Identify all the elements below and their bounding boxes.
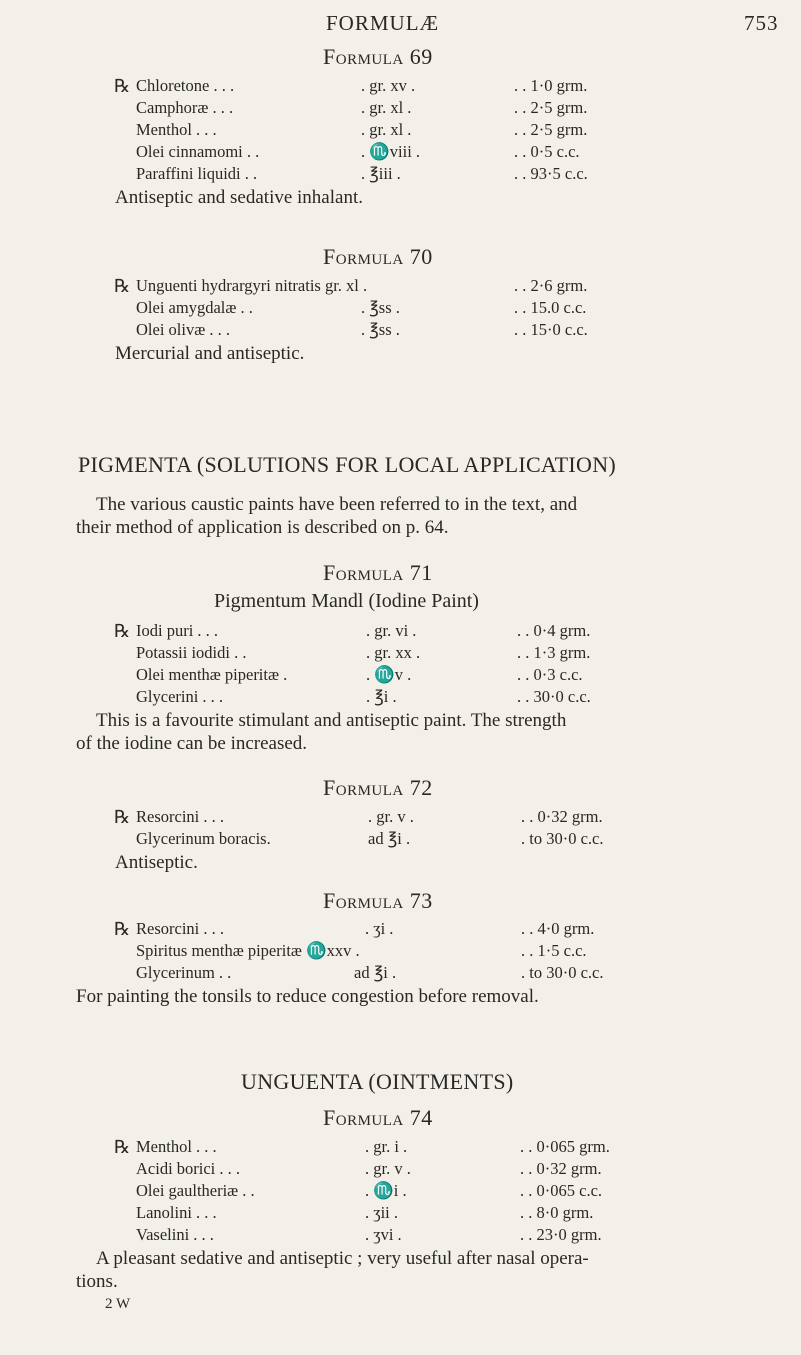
formula-row: [114, 621, 764, 643]
ingredient-metric: . . 0·4 grm.: [517, 621, 591, 640]
ingredient-metric: . . 0·065 grm.: [520, 1137, 610, 1156]
ingredient-metric: . to 30·0 c.c.: [521, 829, 604, 848]
recipe-symbol: ℞: [114, 919, 131, 939]
ingredient-name: Resorcini . . .: [136, 807, 224, 826]
ingredient-name: Olei olivæ . . .: [136, 320, 230, 339]
ingredient-name: Potassii iodidi . .: [136, 643, 247, 662]
ingredient-quantity: . gr. xl .: [361, 98, 412, 117]
ingredient-quantity: . gr. vi .: [366, 621, 417, 640]
ingredient-metric: . . 0·32 grm.: [520, 1159, 602, 1178]
signature-mark: 2 W: [105, 1296, 131, 1312]
ingredient-quantity: . gr. xv .: [361, 76, 416, 95]
formula-70-title: Formula 70: [323, 244, 433, 269]
formula-73-note: For painting the tonsils to reduce congestion before removal.: [76, 986, 539, 1007]
ingredient-metric: . . 2·5 grm.: [514, 98, 588, 117]
ingredient-quantity: ad ℥i .: [368, 829, 411, 848]
formula-row: [114, 164, 764, 186]
formula-row: [114, 1203, 774, 1225]
ingredient-quantity: . ʒvi .: [365, 1225, 402, 1244]
ingredient-metric: . . 4·0 grm.: [521, 919, 595, 938]
ingredient-quantity: . ℥ss .: [361, 298, 400, 317]
formula-row: [114, 1159, 774, 1181]
recipe-symbol: ℞: [114, 76, 131, 96]
ingredient-name: Acidi borici . . .: [136, 1159, 241, 1178]
formula-row: [114, 1225, 774, 1247]
formula-row: [114, 98, 764, 120]
section-heading-pigmenta: PIGMENTA (SOLUTIONS FOR LOCAL APPLICATION): [78, 452, 617, 477]
formula-row: [114, 120, 764, 142]
ingredient-quantity: . gr. i .: [365, 1137, 408, 1156]
formula-69-title: Formula 69: [323, 44, 433, 69]
ingredient-metric: . . 93·5 c.c.: [514, 164, 588, 183]
formula-row: [114, 76, 764, 98]
ingredient-name: Menthol . . .: [136, 1137, 217, 1156]
ingredient-quantity: . ℥ss .: [361, 320, 400, 339]
formula-row: [114, 320, 764, 342]
recipe-symbol: ℞: [114, 807, 131, 827]
ingredient-name: Glycerini . . .: [136, 687, 224, 706]
formula-row: [114, 298, 764, 320]
ingredient-metric: . . 23·0 grm.: [520, 1225, 602, 1244]
recipe-symbol: ℞: [114, 621, 131, 641]
ingredient-name: Olei gaultheriæ . .: [136, 1181, 255, 1200]
ingredient-quantity: . ʒii .: [365, 1203, 398, 1222]
formula-row: [114, 941, 774, 963]
ingredient-metric: . . 1·3 grm.: [517, 643, 591, 662]
formula-69-note: Antiseptic and sedative inhalant.: [115, 187, 363, 208]
pigmenta-intro-line-1: The various caustic paints have been referred to in the text, and: [96, 494, 578, 515]
ingredient-quantity: . gr. v .: [365, 1159, 411, 1178]
ingredient-quantity: . ℥i .: [366, 687, 397, 706]
ingredient-name: Olei amygdalæ . .: [136, 298, 253, 317]
formula-71-note-line-2: of the iodine can be increased.: [76, 733, 308, 754]
formula-70-note: Mercurial and antiseptic.: [115, 343, 305, 364]
formula-row: [114, 665, 764, 687]
formula-71-note-line-1: This is a favourite stimulant and antiseptic paint. The strength: [96, 710, 567, 731]
formula-row: [114, 829, 774, 851]
ingredient-metric: . . 0·5 c.c.: [514, 142, 580, 161]
ingredient-name: Menthol . . .: [136, 120, 217, 139]
ingredient-quantity: . ♏i .: [365, 1181, 407, 1200]
ingredient-quantity: . ♏v .: [366, 665, 412, 684]
ingredient-quantity: ad ℥i .: [354, 963, 397, 982]
formula-row: [114, 687, 764, 709]
formula-row: [114, 142, 764, 164]
ingredient-name: Unguenti hydrargyri nitratis gr. xl .: [136, 276, 368, 295]
formula-row: [114, 963, 774, 985]
ingredient-name: Lanolini . . .: [136, 1203, 217, 1222]
ingredient-metric: . . 2·6 grm.: [514, 276, 588, 295]
formula-row: [114, 276, 764, 298]
ingredient-metric: . to 30·0 c.c.: [521, 963, 604, 982]
formula-73-title: Formula 73: [323, 888, 433, 913]
ingredient-metric: . . 8·0 grm.: [520, 1203, 594, 1222]
formula-row: [114, 919, 774, 941]
ingredient-quantity: . ♏viii .: [361, 142, 421, 161]
ingredient-metric: . . 0·32 grm.: [521, 807, 603, 826]
ingredient-name: Olei cinnamomi . .: [136, 142, 260, 161]
ingredient-metric: . . 1·5 c.c.: [521, 941, 587, 960]
formula-72-note: Antiseptic.: [115, 852, 198, 873]
ingredient-metric: . . 1·0 grm.: [514, 76, 588, 95]
recipe-symbol: ℞: [114, 1137, 131, 1157]
ingredient-name: Glycerinum boracis.: [136, 829, 271, 848]
ingredient-metric: . . 30·0 c.c.: [517, 687, 591, 706]
ingredient-name: Resorcini . . .: [136, 919, 224, 938]
ingredient-name: Olei menthæ piperitæ .: [136, 665, 288, 684]
ingredient-quantity: . gr. xl .: [361, 120, 412, 139]
ingredient-metric: . . 0·3 c.c.: [517, 665, 583, 684]
formula-row: [114, 1181, 774, 1203]
section-heading-unguenta: UNGUENTA (OINTMENTS): [241, 1069, 514, 1094]
ingredient-name: Camphoræ . . .: [136, 98, 234, 117]
recipe-symbol: ℞: [114, 276, 131, 296]
ingredient-metric: . . 0·065 c.c.: [520, 1181, 603, 1200]
formula-74-note-line-1: A pleasant sedative and antiseptic ; very useful after nasal opera-: [96, 1248, 589, 1269]
ingredient-name: Chloretone . . .: [136, 76, 235, 95]
formula-row: [114, 807, 774, 829]
formula-71-subtitle: Pigmentum Mandl (Iodine Paint): [214, 590, 479, 612]
ingredient-quantity: . ℥iii .: [361, 164, 401, 183]
ingredient-name: Vaselini . . .: [136, 1225, 214, 1244]
ingredient-name: Spiritus menthæ piperitæ ♏xxv .: [136, 941, 360, 960]
ingredient-metric: . . 15·0 c.c.: [514, 320, 588, 339]
ingredient-name: Paraffini liquidi . .: [136, 164, 258, 183]
ingredient-quantity: . ʒi .: [365, 919, 394, 938]
ingredient-metric: . . 2·5 grm.: [514, 120, 588, 139]
page-number: 753: [744, 11, 779, 35]
ingredient-name: Glycerinum . .: [136, 963, 232, 982]
formula-72-title: Formula 72: [323, 775, 433, 800]
ingredient-quantity: . gr. xx .: [366, 643, 421, 662]
formula-71-title: Formula 71: [323, 560, 433, 585]
formula-row: [114, 1137, 774, 1159]
ingredient-metric: . . 15.0 c.c.: [514, 298, 587, 317]
formula-74-title: Formula 74: [323, 1105, 433, 1130]
pigmenta-intro-line-2: their method of application is described on p. 64.: [76, 517, 449, 538]
ingredient-quantity: . gr. v .: [368, 807, 414, 826]
formula-74-note-line-2: tions.: [76, 1271, 118, 1292]
ingredient-name: Iodi puri . . .: [136, 621, 219, 640]
running-header-title: FORMULÆ: [326, 11, 440, 35]
formula-row: [114, 643, 764, 665]
